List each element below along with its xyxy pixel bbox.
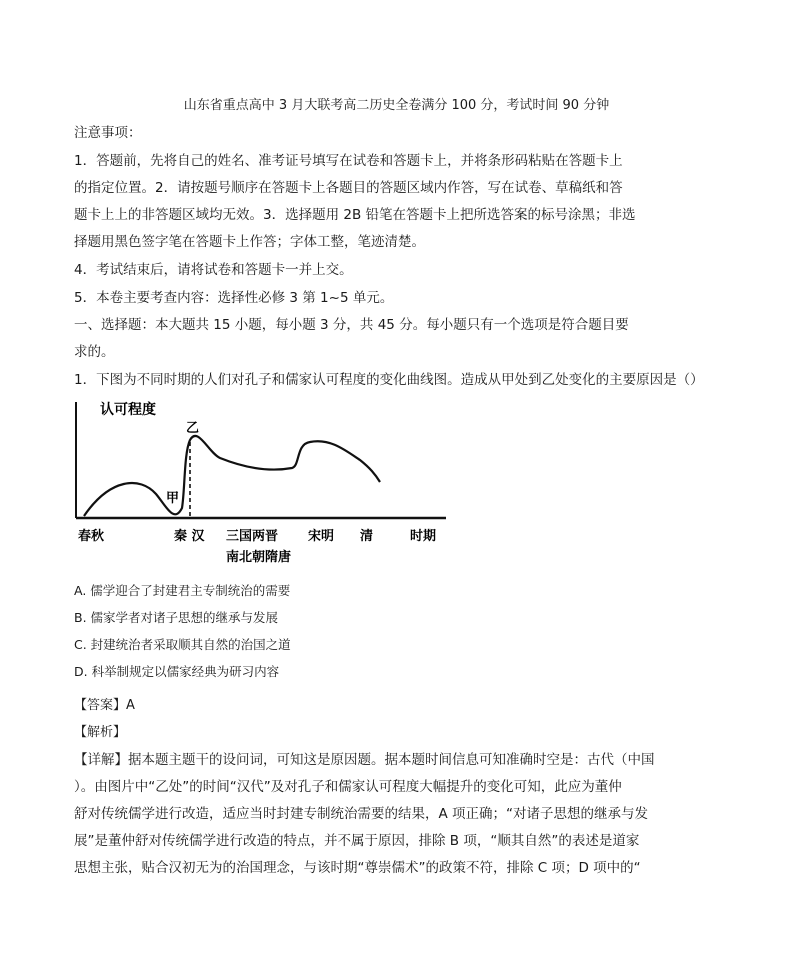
x-axis-label: 时期 (410, 529, 437, 544)
x-tick-sub-label: 南北朝隋唐 (226, 550, 292, 565)
notice-line: 择题用黑色签字笔在答题卡上作答；字体工整，笔迹清楚。 (74, 234, 425, 250)
section-heading-cont: 求的。 (74, 344, 115, 360)
detail-line: 【详解】据本题主题干的设问词，可知这是原因题。据本题时间信息可知准确时空是：古代（中国 (74, 752, 655, 768)
answer-tag: 【答案】 (74, 698, 127, 713)
point-label-yi: 乙 (186, 421, 200, 436)
x-tick-label: 三国两晋 (226, 529, 279, 544)
option-b: B. 儒家学者对诸子思想的继承与发展 (74, 610, 279, 625)
notice-line: 的指定位置。2．请按题号顺序在答题卡上各题目的答题区域内作答，写在试卷、草稿纸和答 (74, 180, 623, 196)
option-c: C. 封建统治者采取顺其自然的治国之道 (74, 637, 291, 652)
notice-line: 4．考试结束后，请将试卷和答题卡一并上交。 (74, 262, 353, 278)
x-tick-label: 宋明 (308, 529, 335, 544)
exam-title: 山东省重点高中 3 月大联考高二历史全卷满分 100 分，考试时间 90 分钟 (183, 98, 610, 113)
point-label-jia: 甲 (166, 491, 180, 506)
detail-line: 展”是董仲舒对传统儒学进行改造的特点，并不属于原因，排除 B 项，“顺其自然”的表述是道家 (74, 833, 640, 849)
detail-line: 舒对传统儒学进行改造，适应当时封建专制统治需要的结果，A 项正确；“对诸子思想的继承与发 (74, 806, 649, 822)
answer-value: A (126, 698, 135, 713)
analysis-tag: 【解析】 (74, 725, 127, 740)
option-d: D. 科举制规定以儒家经典为研习内容 (74, 664, 280, 679)
acceptance-curve-figure (70, 398, 450, 570)
notice-line: 5．本卷主要考查内容：选择性必修 3 第 1~5 单元。 (74, 290, 394, 306)
option-a: A. 儒学迎合了封建君主专制统治的需要 (74, 583, 291, 598)
y-axis-label: 认可程度 (100, 402, 156, 418)
section-heading: 一、选择题：本大题共 15 小题，每小题 3 分，共 45 分。每小题只有一个选项是符合题目要 (74, 317, 629, 333)
notice-line: 1．答题前，先将自己的姓名、准考证号填写在试卷和答题卡上，并将条形码粘贴在答题卡上 (74, 153, 623, 169)
answer-line (74, 696, 135, 716)
detail-line: 思想主张，贴合汉初无为的治国理念，与该时期“尊崇儒术”的政策不符，排除 C 项；D 项中的“ (74, 860, 641, 876)
x-tick-label: 秦 汉 (174, 529, 205, 544)
question-stem: 1．下图为不同时期的人们对孔子和儒家认可程度的变化曲线图。造成从甲处到乙处变化的主要原因是（） (74, 372, 704, 388)
notice-heading: 注意事项： (74, 125, 142, 141)
x-tick-label: 清 (360, 529, 374, 544)
acceptance-curve (84, 436, 380, 516)
x-tick-label: 春秋 (78, 529, 105, 544)
notice-line: 题卡上上的非答题区域均无效。3．选择题用 2B 铅笔在答题卡上把所选答案的标号涂黑；非选 (74, 207, 636, 223)
detail-line: ）。由图片中“乙处”的时间“汉代”及对孔子和儒家认可程度大幅提升的变化可知，此应为董仲 (74, 779, 622, 795)
